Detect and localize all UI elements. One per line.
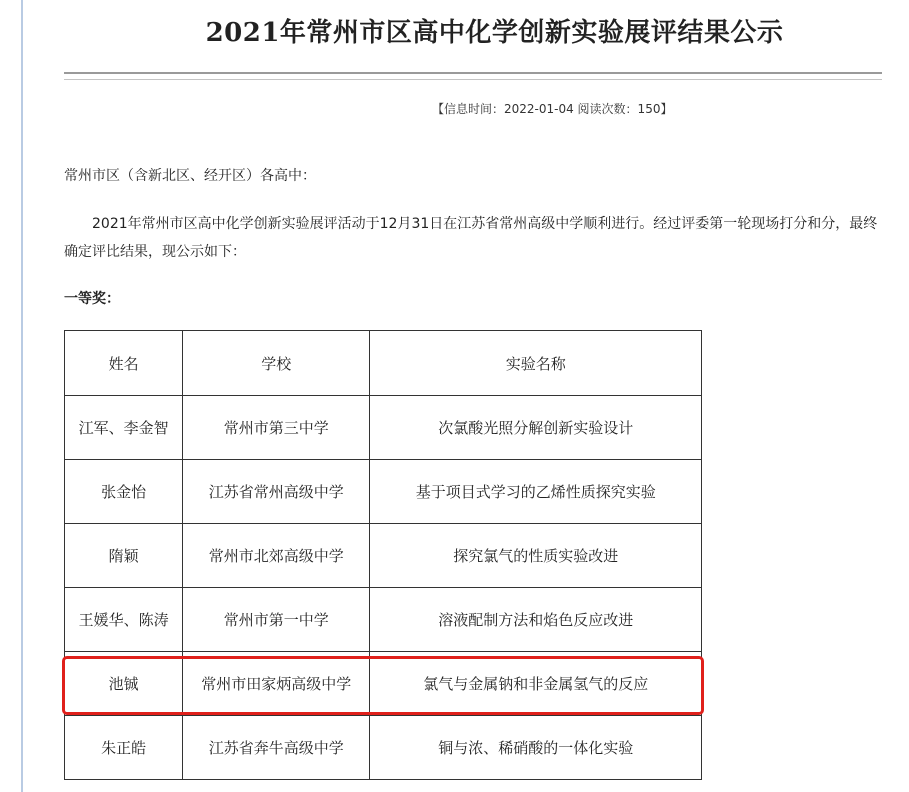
article-meta: 【信息时间：2022-01-04 阅读次数：150】 — [432, 102, 673, 116]
cell-name: 池铖 — [65, 652, 183, 716]
table-row-highlighted — [65, 652, 702, 716]
cell-experiment: 铜与浓、稀硝酸的一体化实验 — [370, 716, 702, 780]
awards-table — [64, 330, 702, 780]
cell-school: 江苏省奔牛高级中学 — [183, 716, 370, 780]
cell-experiment: 氯气与金属钠和非金属氢气的反应 — [370, 652, 702, 716]
table-row — [65, 460, 702, 524]
header-experiment: 实验名称 — [370, 331, 702, 396]
table-row — [65, 396, 702, 460]
cell-school: 江苏省常州高级中学 — [183, 460, 370, 524]
cell-name: 朱正皓 — [65, 716, 183, 780]
section-heading-first-prize: 一等奖： — [64, 291, 120, 307]
table-row — [65, 524, 702, 588]
header-school: 学校 — [183, 331, 370, 396]
table-row — [65, 588, 702, 652]
salutation: 常州市区（含新北区、经开区）各高中： — [64, 168, 316, 184]
title-divider-thin — [64, 79, 882, 80]
cell-experiment: 探究氯气的性质实验改进 — [370, 524, 702, 588]
cell-experiment: 基于项目式学习的乙烯性质探究实验 — [370, 460, 702, 524]
cell-name: 张金怡 — [65, 460, 183, 524]
title-divider — [64, 72, 882, 74]
table-row — [65, 716, 702, 780]
page-title: 2021年常州市区高中化学创新实验展评结果公示 — [205, 18, 784, 48]
body-paragraph: 2021年常州市区高中化学创新实验展评活动于12月31日在江苏省常州高级中学顺利进行。经过评委第一轮现场打分和分，最终确定评比结果，现公示如下： — [64, 216, 878, 260]
cell-experiment: 溶液配制方法和焰色反应改进 — [370, 588, 702, 652]
page-left-border — [21, 0, 23, 792]
cell-school: 常州市第一中学 — [183, 588, 370, 652]
cell-experiment: 次氯酸光照分解创新实验设计 — [370, 396, 702, 460]
cell-name: 王媛华、陈涛 — [65, 588, 183, 652]
header-name: 姓名 — [65, 331, 183, 396]
cell-name: 隋颖 — [65, 524, 183, 588]
table-header-row — [65, 331, 702, 396]
cell-school: 常州市第三中学 — [183, 396, 370, 460]
cell-name: 江军、李金智 — [65, 396, 183, 460]
cell-school: 常州市北郊高级中学 — [183, 524, 370, 588]
cell-school: 常州市田家炳高级中学 — [183, 652, 370, 716]
